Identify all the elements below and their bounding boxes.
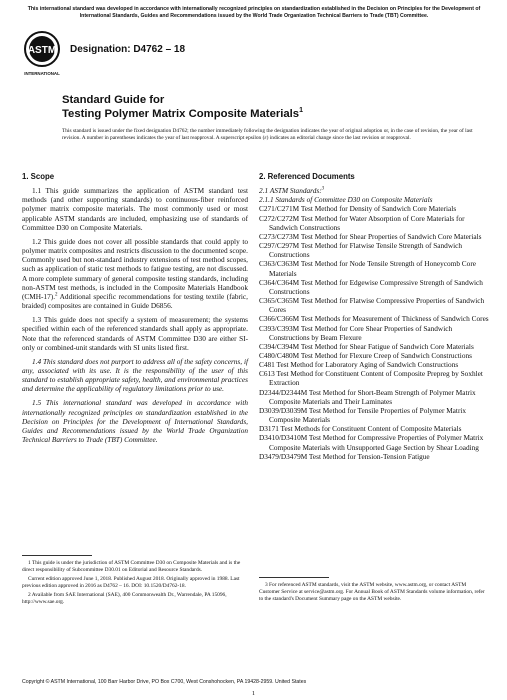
reference-item: C297/C297M Test Method for Flatwise Tensile Strength of Sandwich Constructions — [259, 241, 463, 260]
reference-item: D3479/D3479M Test Method for Tension-Tension Fatigue — [259, 451, 430, 461]
designation: Designation: D4762 – 18 — [70, 44, 186, 55]
issue-note: This standard is issued under the fixed designation D4762; the number immediately following the designation indicates the year of original adoption or, in the case of revision, the year of last revision. A number in parentheses indicates the year of last reapproval. A superscript epsilon (ε) indicates an editorial change since the last revision or reapproval. — [62, 128, 473, 142]
reference-item: C480/C480M Test Method for Flexure Creep of Sandwich Constructions — [259, 350, 472, 360]
svg-text:ASTM: ASTM — [27, 45, 57, 56]
footnote-1: 1 This guide is under the jurisdiction of ASTM Committee D30 on Composite Materials and is the direct responsibility of Subcommittee D30.01 on Editorial and Resource Standards. — [22, 560, 241, 573]
scope-paragraph-4: 1.4 This standard does not purport to address all of the safety concerns, if any, associated with its use. It is the responsibility of the user of this standard to establish appropriate safety, health, and environmental practices and determine the applicability of regulatory limitations prior to use. — [22, 356, 248, 394]
references-section — [259, 172, 489, 461]
logo-label: INTERNATIONAL — [24, 71, 60, 76]
reference-item: C613 Test Method for Constituent Content of Composite Prepreg by Soxhlet Extraction — [259, 369, 483, 388]
footnote-3: 3 For referenced ASTM standards, visit the ASTM website, www.astm.org, or contact ASTM Customer Service at service@astm.org. For Annual Book of ASTM Standards volume information, refer to the standard's Document Summary page on the ASTM website. — [259, 582, 485, 602]
copyright-line: Copyright © ASTM International, 100 Barr Harbor Drive, PO Box C700, West Conshohocken, PA 19428-2959. United States — [22, 679, 307, 685]
references-list — [259, 204, 489, 460]
reference-item: D3410/D3410M Test Method for Compressive Properties of Polymer Matrix Composite Materials with Unsupported Gage Section by Shear Loading — [259, 433, 484, 452]
footnotes-left — [22, 560, 248, 608]
footnote-divider-right — [259, 577, 329, 578]
reference-item: C365/C365M Test Method for Flatwise Compressive Properties of Sandwich Cores — [259, 296, 485, 315]
reference-item: C394/C394M Test Method for Shear Fatigue of Sandwich Core Materials — [259, 341, 474, 351]
scope-paragraph-2 — [22, 237, 248, 310]
reference-item: D3171 Test Methods for Constituent Content of Composite Materials — [259, 424, 462, 434]
scope-paragraph-2-text: 1.2 This guide does not cover all possible standards that could apply to polymer matrix composites and restricts discussion to the documented scope. Commonly used but non-standard industry extensions of test method scopes, such as application of static test methods to fatigue testing, are not discussed. A more complete summary of general composite testing standards, including non-ASTM test methods, is included in the Composite Materials Handbook (CMH-17). — [22, 236, 248, 301]
footnote-1-edition: Current edition approved June 1, 2018. Published August 2018. Originally approved in 1988. Last previous edition approved in 2016 as D4762 – 16. DOI: 10.1520/D4762-18. — [22, 576, 240, 589]
references-intro — [259, 186, 489, 195]
reference-item: D2344/D2344M Test Method for Short-Beam Strength of Polymer Matrix Composite Materials and Their Laminates — [259, 387, 476, 406]
footnote-mark-3: 3 — [321, 186, 325, 192]
title-footnote-mark: 1 — [299, 107, 303, 115]
trade-notice: This international standard was developed in accordance with internationally recognized principles on standardization established in the Decision on Principles for the Development of International Standards, Guides and Recommendations issued by the World Trade Organization Technical Barriers to Trade (TBT) Committee. — [27, 6, 481, 19]
reference-item: D3039/D3039M Test Method for Tensile Properties of Polymer Matrix Composite Materials — [259, 405, 467, 425]
scope-heading: 1. Scope — [22, 172, 55, 181]
title-text: Testing Polymer Matrix Composite Materials — [62, 108, 300, 120]
reference-item: C273/C273M Test Method for Shear Properties of Sandwich Core Materials — [259, 231, 482, 241]
footnotes-right — [259, 582, 485, 605]
reference-item: C366/C366M Test Methods for Measurement of Thickness of Sandwich Cores — [259, 314, 489, 324]
scope-paragraph-5: 1.5 This international standard was developed in accordance with internationally recognized principles on standardization established in the Decision on Principles for the Development of International Standards, Guides and Recommendations issued by the World Trade Organization Technical Barriers to Trade (TBT) Committee. — [22, 398, 248, 445]
astm-logo-icon — [22, 30, 62, 78]
scope-paragraph-3: 1.3 This guide does not specify a system of measurement; the systems specified within each of the referenced standards shall apply as appropriate. Note that the referenced standards of ASTM Committee D30 are either SI-only or combined-unit standards with SI units listed first. — [22, 315, 248, 352]
reference-item: C363/C363M Test Method for Node Tensile Strength of Honeycomb Core Materials — [259, 259, 476, 278]
footnote-2: 2 Available from SAE International (SAE), 400 Commonwealth Dr., Warrendale, PA 15096, http://www.sae.org. — [22, 592, 227, 605]
reference-item: C364/C364M Test Method for Edgewise Compressive Strength of Sandwich Constructions — [259, 277, 483, 296]
references-intro-text: 2.1 ASTM Standards: — [259, 186, 322, 196]
footnote-divider-left — [22, 555, 92, 556]
reference-item: C481 Test Method for Laboratory Aging of Sandwich Constructions — [259, 360, 459, 370]
references-subheading: 2.1.1 Standards of Committee D30 on Composite Materials — [259, 195, 433, 205]
title-line-2 — [62, 107, 482, 121]
reference-item: C393/C393M Test Method for Core Shear Properties of Sandwich Constructions by Beam Flexure — [259, 323, 453, 342]
scope-section — [22, 172, 248, 449]
scope-paragraph-2-tail: Additional specific recommendations for testing textile (fabric, braided) composites are contained in Guide D6856. — [22, 291, 248, 311]
footnote-mark-2: 2 — [55, 292, 58, 298]
page-title — [62, 93, 482, 121]
reference-item: C271/C271M Test Method for Density of Sandwich Core Materials — [259, 204, 457, 214]
reference-item: C272/C272M Test Method for Water Absorption of Core Materials for Sandwich Constructions — [259, 213, 465, 232]
references-heading: 2. Referenced Documents — [259, 172, 355, 181]
scope-paragraph-1: 1.1 This guide summarizes the application of ASTM standard test methods (and other supporting standards) to continuous-fiber reinforced polymer matrix composite materials. The most commonly used or most applicable ASTM standards are included, emphasizing use of standards of Committee D30 on Composite Materials. — [22, 186, 248, 232]
title-line-1: Standard Guide for — [62, 94, 165, 106]
page-number: 1 — [251, 690, 256, 697]
